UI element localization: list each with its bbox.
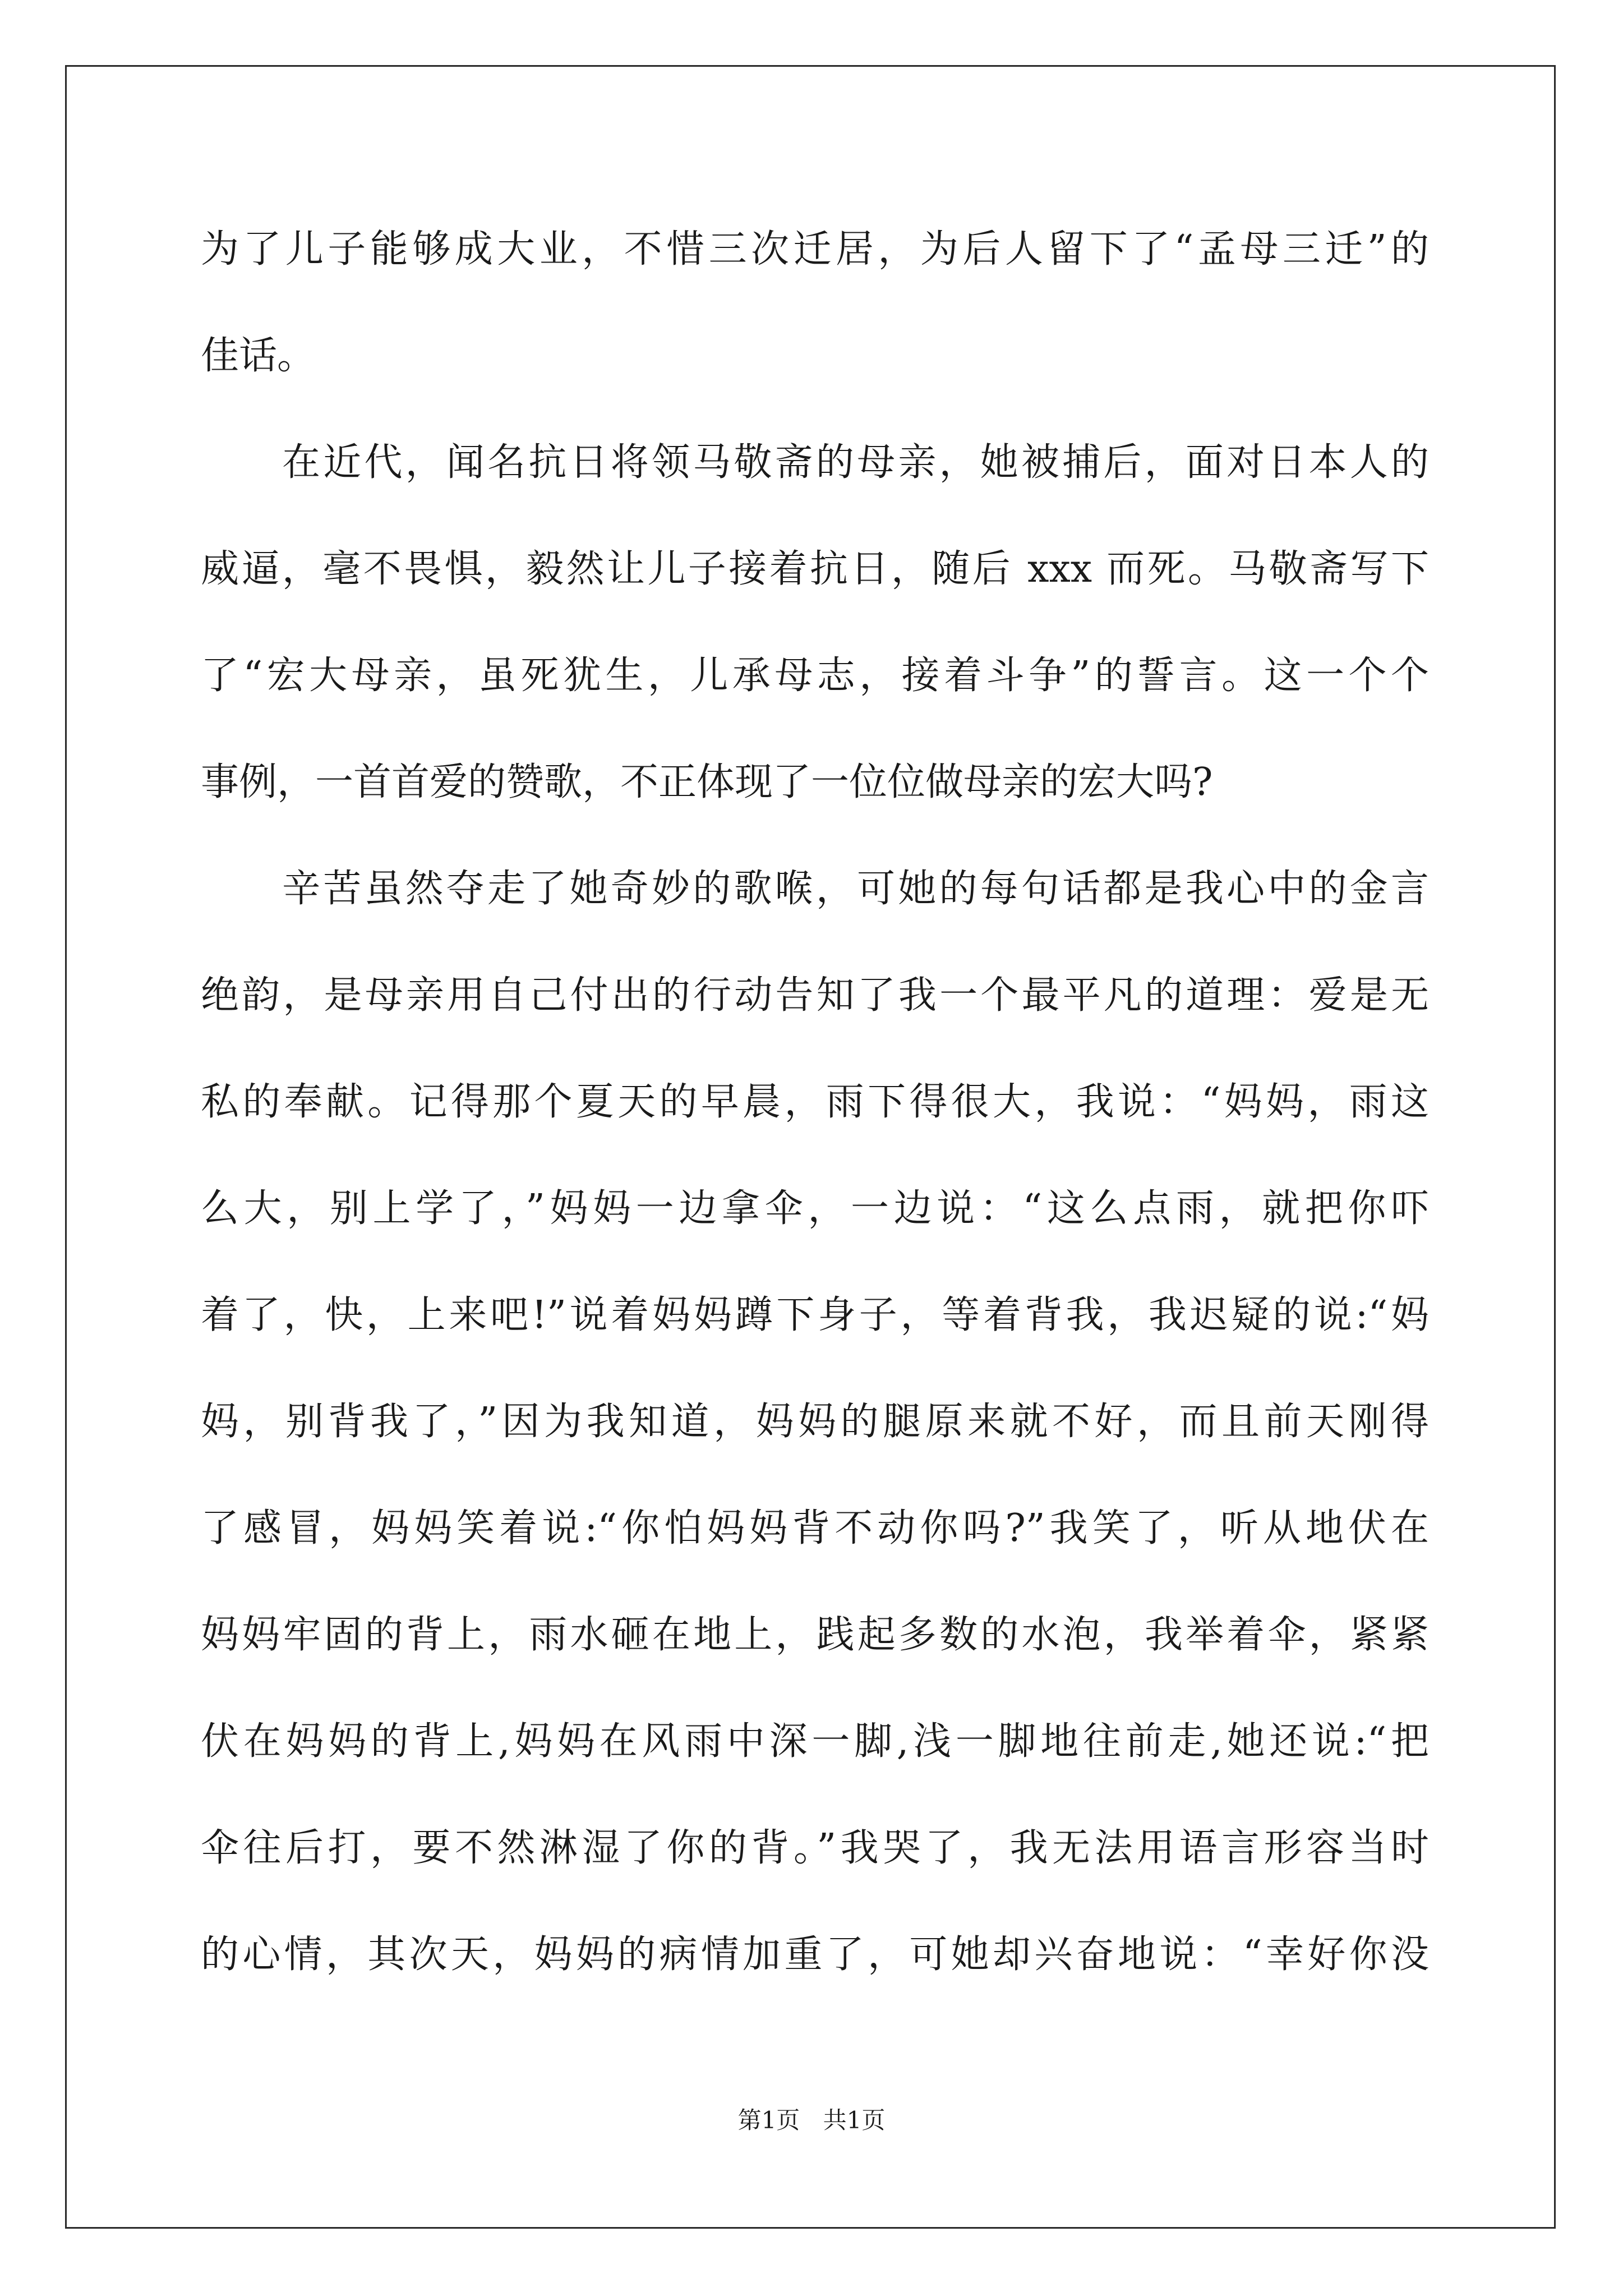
text-line: 绝韵，是母亲用自己付出的行动告知了我一个最平凡的道理：爱是无 bbox=[201, 973, 1429, 1018]
text-line: 伏在妈妈的背上,妈妈在风雨中深一脚,浅一脚地往前走,她还说:“把 bbox=[201, 1719, 1429, 1764]
page-footer bbox=[0, 2104, 1623, 2137]
text-line: 辛苦虽然夺走了她奇妙的歌喉，可她的每句话都是我心中的金言 bbox=[282, 867, 1429, 911]
text-line: 为了儿子能够成大业，不惜三次迁居，为后人留下了“孟母三迁”的 bbox=[201, 227, 1429, 272]
text-line: 么大，别上学了，”妈妈一边拿伞，一边说：“这么点雨，就把你吓 bbox=[201, 1186, 1429, 1231]
text-line: 妈妈牢固的背上，雨水砸在地上，践起多数的水泡，我举着伞，紧紧 bbox=[201, 1613, 1429, 1657]
text-line: 威逼，毫不畏惧，毅然让儿子接着抗日，随后 xxx 而死。马敬斋写下 bbox=[201, 547, 1430, 591]
page-number: 第1页 bbox=[737, 2106, 800, 2134]
text-line: 了“宏大母亲，虽死犹生，儿承母志，接着斗争”的誓言。这一个个 bbox=[201, 654, 1429, 698]
text-line: 事例，一首首爱的赞歌，不正体现了一位位做母亲的宏大吗? bbox=[201, 760, 1213, 804]
text-line: 佳话。 bbox=[201, 334, 316, 378]
body-text bbox=[201, 216, 1429, 2028]
text-line: 着了，快，上来吧!”说着妈妈蹲下身子，等着背我，我迟疑的说:“妈 bbox=[201, 1293, 1429, 1337]
text-line: 的心情，其次天，妈妈的病情加重了，可她却兴奋地说：“幸好你没 bbox=[201, 1932, 1429, 1977]
text-line: 了感冒，妈妈笑着说:“你怕妈妈背不动你吗?”我笑了，听从地伏在 bbox=[201, 1506, 1429, 1550]
page-total: 共1页 bbox=[823, 2106, 886, 2134]
text-line: 伞往后打，要不然淋湿了你的背。”我哭了，我无法用语言形容当时 bbox=[201, 1826, 1429, 1870]
text-line: 私的奉献。记得那个夏天的早晨，雨下得很大，我说：“妈妈，雨这 bbox=[201, 1080, 1429, 1124]
text-line: 妈，别背我了，”因为我知道，妈妈的腿原来就不好，而且前天刚得 bbox=[201, 1400, 1429, 1444]
text-line: 在近代，闻名抗日将领马敬斋的母亲，她被捕后，面对日本人的 bbox=[282, 440, 1429, 485]
